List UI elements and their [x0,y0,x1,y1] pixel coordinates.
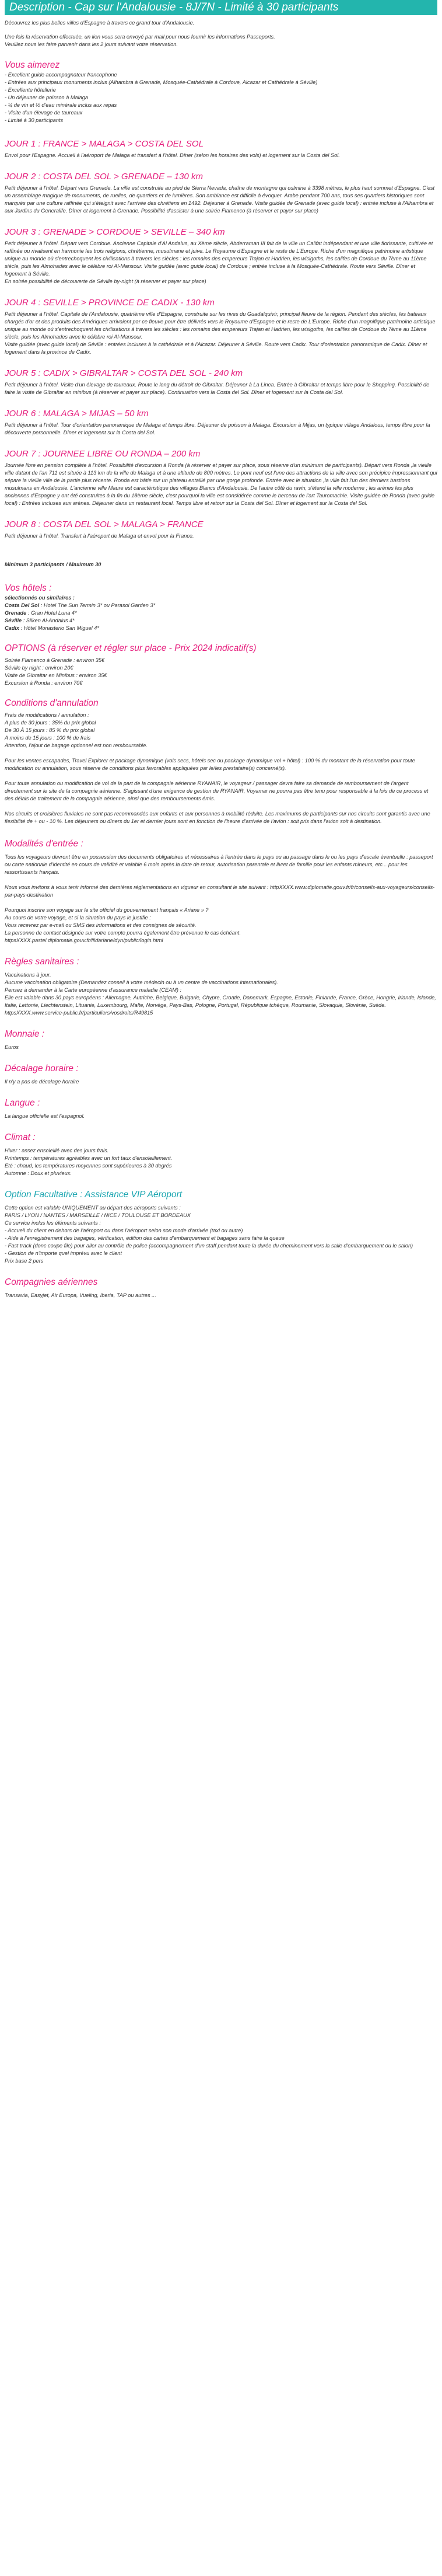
list-item: - Visite d'un élevage de taureaux [5,110,83,116]
conditions-line: Attention, l'ajout de bagage optionnel est non remboursable. [5,743,148,748]
day-text: Petit déjeuner à l'hôtel. Départ vers Cordoue. Ancienne Capitale d'Al Andalus, au Xème siècle, Abderraman III fait de la ville un Califat indépendant et une ville florissante, cultivée et raffinée ou rivalisent en harmonie les trois religions, chrétienne, musulmane et juive. Le Royaume d'Espagne et le reste de L'Europe. Riche d'un magnifique patrimoine artistique unique au monde où s'entrechoquent les civilisations à travers les siècles : les romains des empereurs Trajan et Hadrien, les wisigoths, les califes de Cordoue du 7ème au 11ème siècle, puis les Almohades avec le célèbre roi Al-Mansour. Visite guidée (avec guide local) de Cordoue ; entrée incluse à la Mosquée-Cathédrale. Route vers Séville. Dîner et logement à Séville. [5,240,433,277]
section-heading-language: Langue : [5,1098,40,1108]
section-heading-timezone: Décalage horaire : [5,1064,79,1073]
section-heading-vip: Option Facultative : Assistance VIP Aéroport [5,1190,183,1200]
day-heading: JOUR 2 : COSTA DEL SOL > GRENADE – 130 km [5,172,203,182]
formalities-line: Vous recevrez par e-mail ou SMS des informations et des consignes de sécurité. [5,922,197,928]
climate-line: Printemps : températures agréables avec un fort taux d'ensoleillement. [5,1155,173,1161]
conditions-text: Nos circuits et croisières fluviales ne sont pas recommandés aux enfants et aux personnes à mobilité réduite. Les maximums de participants sur nos circuits sont garantis avec une flexibilité de + ou - 10 %. Les déjeuners ou dîners du 1er et dernier jours sont en fonction de l'heure d'arrivée de l'avion : soit pris dans l'avion soit à destination. [5,811,430,824]
section-heading-currency: Monnaie : [5,1029,45,1039]
list-item: - Un déjeuner de poisson à Malaga [5,95,89,100]
option-line: Visite de Gibraltar en Minibus : environ 35€ [5,672,107,678]
day-text: Petit déjeuner à l'hôtel. Transfert à l'aéroport de Malaga et envol pour la France. [5,533,194,539]
option-line: Séville by night : environ 20€ [5,665,73,671]
formalities-text: Nous vous invitons à vous tenir informé des dernières réglementations en vigueur en consultant le site suivant : httpXXXX.www.diplomatie.gouv.fr/fr/conseils-aux-voyageurs/conseils-par-pays-destination [5,884,435,898]
language-text: La langue officielle est l'espagnol. [5,1113,85,1119]
vip-line: - Accueil du client en dehors de l'aéroport ou dans l'aéroport selon son mode d'arrivée (taxi ou autre) [5,1228,243,1233]
section-heading-sanitary: Règles sanitaires : [5,957,79,967]
section-heading-formalities: Modalités d'entrée : [5,839,83,849]
day-heading: JOUR 3 : GRENADE > CORDOUE > SEVILLE – 340 km [5,227,225,237]
vip-line: Cette option est valable UNIQUEMENT au départ des aéroports suivants : [5,1205,181,1211]
climate-line: Automne : Doux et pluvieux. [5,1170,72,1176]
intro-text: Une fois la réservation effectuée, un lien vous sera envoyé par mail pour nous fournir les informations Passeports. [5,34,275,40]
section-heading-highlights: Vous aimerez [5,60,60,70]
option-line: Excursion à Ronda : environ 70€ [5,680,83,686]
conditions-text: Pour toute annulation ou modification de vol de la part de la compagnie aérienne RYANAIR, le voyageur / passager devra faire sa demande de remboursement de l'argent directement sur le site de la compagnie aérienne. S'agissant d'une exigence de gestion de RYANAIR, Voyamar ne pourra pas être tenu pour responsable à la lois de ce process et des délais de traitement de la compagnie aérienne, ainsi que des remboursements émis. [5,780,429,801]
day-heading: JOUR 6 : MALAGA > MIJAS – 50 km [5,409,149,419]
vip-line: - Fast track (donc coupe file) pour aller au contrôle de police (accompagnement d'un staff pendant toute la durée du cheminement vers la salle d'embarquement ou le salon) [5,1243,413,1249]
intro-text: Veuillez nous les faire parvenir dans les 2 jours suivant votre réservation. [5,41,178,47]
airlines-text: Transavia, Easyjet, Air Europa, Vueling, Iberia, TAP ou autres ... [5,1292,156,1298]
hotel-line: Costa Del Sol : Hotel The Sun Termin 3* ou Parasol Garden 3* [5,602,156,608]
timezone-text: Il n'y a pas de décalage horaire [5,1079,79,1085]
section-heading-options: OPTIONS (à réserver et régler sur place - Prix 2024 indicatif(s) [5,643,257,653]
conditions-line: A plus de 30 jours : 35% du prix global [5,720,96,726]
day-text: Journée libre en pension complète à l'hôtel. Possibilité d'excursion à Ronda (à réserver et payer sur place, sous réserve d'un minimum de participants). Départ vers Ronda ,la vieille ville datant de l'an 711 est située à 113 km de la ville de Malaga et à une altitude de 800 mètres. Le pont neuf est l'une des attractions de la ville avec son précipice impressionnant qui sépare la vieille ville de la partie plus récente. Ronda est bâtie sur un plateau entaillé par une gorge profonde. Entrée avec le situation ,la ville fait l'un des derniers bastions musulmans en Andalousie. L'ancienne ville Maure est caractéristique des villages Blancs d'Andalousie. De l'autre côté du ravin, s'étend la ville moderne ; les arènes les plus anciennes d'Espagne y ont été construites à la fin du 18ème siècle, c'est pourquoi la ville est considérée comme le berceau de l'art Tauromachie. Visite guidée de Ronda (avec guide local) : Entrées incluses aux arènes. Déjeuner dans un restaurant local. Temps libre et retour sur la Costa del Sol. Dîner et logement sur la Costa del Sol. [5,462,437,506]
sanitary-line: httpsXXXX.www.service-public.fr/particuliers/vosdroits/R49815 [5,1010,153,1016]
hotel-line: Séville : Silken Al-Andalus 4* [5,618,75,623]
section-heading-climate: Climat : [5,1132,36,1142]
list-item: - Entrées aux principaux monuments inclus (Alhambra à Grenade, Mosquée-Cathédrale à Cordoue, Alcazar et Cathédrale à Séville) [5,79,318,85]
hotel-line: Cadix : Hôtel Monasterio San Miguel 4* [5,625,99,631]
day-heading: JOUR 7 : JOURNEE LIBRE OU RONDA – 200 km [5,449,201,459]
section-heading-airlines: Compagnies aériennes [5,1277,98,1287]
vip-line: Prix base 2 pers [5,1258,44,1264]
day-text: Petit déjeuner à l'hôtel. Tour d'orientation panoramique de Malaga et temps libre. Déjeuner de poisson à Malaga. Excursion à Mijas, un typique village Andalous, temps libre pour la découverte personnelle. Dîner et logement sur la Costa del Sol. [5,422,430,435]
sanitary-line: Elle est valable dans 30 pays européens : Allemagne, Autriche, Belgique, Bulgarie, Chypre, Croatie, Danemark, Espagne, Estonie, Finlande, France, Grèce, Hongrie, Irlande, Islande, Italie, Lettonie, Liechtenstein, Lituanie, Luxembourg, Malte, Norvège, Pays-Bas, Pologne, Portugal, République tchèque, Roumanie, Slovaquie, Slovénie, Suède. [5,995,436,1008]
vip-line: PARIS / LYON / NANTES / MARSEILLE / NICE / TOULOUSE ET BORDEAUX [5,1212,191,1218]
vip-line: Ce service inclus les éléments suivants : [5,1220,101,1226]
list-item: - ¼ de vin et ½ d'eau minérale inclus aux repas [5,102,117,108]
formalities-text: Tous les voyageurs devront être en possession des documents obligatoires et nécessaires à l'entrée dans le pays ou au passage dans le ou les pays d'escale éventuelle : passeport ou carte nationale d'identité en cours de validité et valable 6 mois après la date de retour, autorisation parentale et livret de famille pour les enfants mineurs, etc... pour les ressortissants français. [5,854,433,875]
hotel-line: Grenade : Gran Hotel Luna 4* [5,610,77,616]
formalities-text: Pourquoi inscrire son voyage sur le site officiel du gouvernement français « Ariane » ? [5,907,209,913]
climate-line: Eté : chaud, les températures moyennes sont supérieures à 30 degrés [5,1163,172,1169]
conditions-line: De 30 À 15 jours : 85 % du prix global [5,727,95,733]
option-line: Soirée Flamenco à Grenade : environ 35€ [5,657,105,663]
formalities-line: Au cours de votre voyage, et si la situation du pays le justifie : [5,915,151,921]
sanitary-line: Vaccinations à jour. [5,972,51,978]
section-heading-hotels: Vos hôtels : [5,583,52,593]
list-item: - Excellent guide accompagnateur francophone [5,72,117,78]
page-title: Description - Cap sur l'Andalousie - 8J/7N - Limité à 30 participants [5,0,437,15]
day-text: Petit déjeuner à l'hôtel. Départ vers Grenade. La ville est construite au pied de Sierra Nevada, chaîne de montagne qui culmine à 3398 mètres, le plus haut sommet d'Espagne. C'est un assemblage magique de monuments, de ruelles, de quartiers et de lumières. Son ambiance est difficile à évoquer. Arabe pendant 700 ans, tous ses quartiers historiques sont marqués par une culture raffinée qui s'éteignit avec l'arrivée des chrétiens en 1492. Déjeuner à Grenade. Visite guidée de Grenade (avec guide local) : entrée incluse à l'Alhambra et aux Jardins du Generalife. Dîner et logement à Grenade. Possibilité d'assister à une soirée Flamenco (à réserver et payer sur place) [5,185,435,214]
formalities-line: La personne de contact désignée sur votre compte pourra également être prévenue le cas échéant. [5,930,241,936]
vip-line: - Gestion de n'importe quel imprévu avec le client [5,1250,122,1256]
formalities-line: httpsXXXX.pastel.diplomatie.gouv.fr/fildariane/dyn/public/login.html [5,937,163,943]
conditions-text: Pour les ventes escapades, Travel Explorer et package dynamique (vols secs, hôtels sec ou package dynamique vol + hôtel) : 100 % du montant de la réservation pour toute modification ou annulation, sous réserve de conditions plus favorables appliquées par le/les prestataire(s) concerné(s). [5,758,415,771]
participants-limit: Minimum 3 participants / Maximum 30 [5,562,101,567]
day-heading: JOUR 4 : SEVILLE > PROVINCE DE CADIX - 130 km [5,298,215,308]
list-item: - Limité à 30 participants [5,117,64,123]
day-heading: JOUR 5 : CADIX > GIBRALTAR > COSTA DEL SOL - 240 km [5,368,243,378]
day-text: Envol pour l'Espagne. Accueil à l'aéroport de Malaga et transfert à l'hôtel. Dîner (selon les horaires des vols) et logement sur la Costa del Sol. [5,152,340,158]
conditions-line: Frais de modifications / annulation : [5,712,89,718]
intro-text: Découvrez les plus belles villes d'Espagne à travers ce grand tour d'Andalousie. [5,20,195,26]
highlights-list [5,71,437,124]
day-heading: JOUR 1 : FRANCE > MALAGA > COSTA DEL SOL [5,139,204,149]
climate-line: Hiver : assez ensoleillé avec des jours frais. [5,1148,109,1153]
day-text: En soirée possibilité de découverte de Séville by-night (à réserver et payer sur place) [5,278,206,284]
currency-text: Euros [5,1044,19,1050]
section-heading-conditions: Conditions d'annulation [5,698,99,708]
day-heading: JOUR 8 : COSTA DEL SOL > MALAGA > FRANCE [5,520,204,529]
sanitary-line: Pensez à demander à la Carte européenne d'assurance maladie (CEAM) : [5,987,182,993]
day-text: Visite guidée (avec guide local) de Séville : entrées incluses à la cathédrale et à l'Alcazar. Déjeuner à Séville. Route vers Cadix. Tour d'orientation panoramique de Cadix. Dîner et logement dans la province de Cadix. [5,341,427,355]
day-text: Petit déjeuner à l'hôtel. Capitale de l'Andalousie, quatrième ville d'Espagne, construite sur les rives du Guadalquivir, principal fleuve de la région. Pendant des siècles, les bateaux chargés d'or et des produits des Amériques arrivaient par ce fleuve pour être délivrés vers le Royaume d'Espagne et le reste de L'Europe. Riche d'un magnifique patrimoine artistique unique au monde où s'entrechoquent les civilisations à travers les siècles : les romains des empereurs Trajan et Hadrien, les wisigoths, les califes de Cordoue du 7ème au 11ème siècle, puis les Almohades avec le célèbre roi Al-Mansour. [5,311,436,340]
hotels-sub: sélectionnés ou similaires : [5,595,75,601]
vip-line: - Aide à l'enregistrement des bagages, vérification, édition des cartes d'embarquement et bagages sans faire la queue [5,1235,285,1241]
sanitary-line: Aucune vaccination obligatoire (Demandez conseil à votre médecin ou à un centre de vaccinations internationales). [5,979,278,985]
conditions-line: A moins de 15 jours : 100 % de frais [5,735,91,741]
list-item: - Excellente hôtellerie [5,87,56,93]
day-text: Petit déjeuner à l'hôtel. Visite d'un élevage de taureaux. Route le long du détroit de Gibraltar. Déjeuner à La Linea. Entrée à Gibraltar et temps libre pour le Shopping. Possibilité de faire la visite de Gibraltar en minibus (à réserver et payer sur place). Continuation vers la Costa del Sol. Dîner et logement sur la Costa del Sol. [5,382,430,395]
